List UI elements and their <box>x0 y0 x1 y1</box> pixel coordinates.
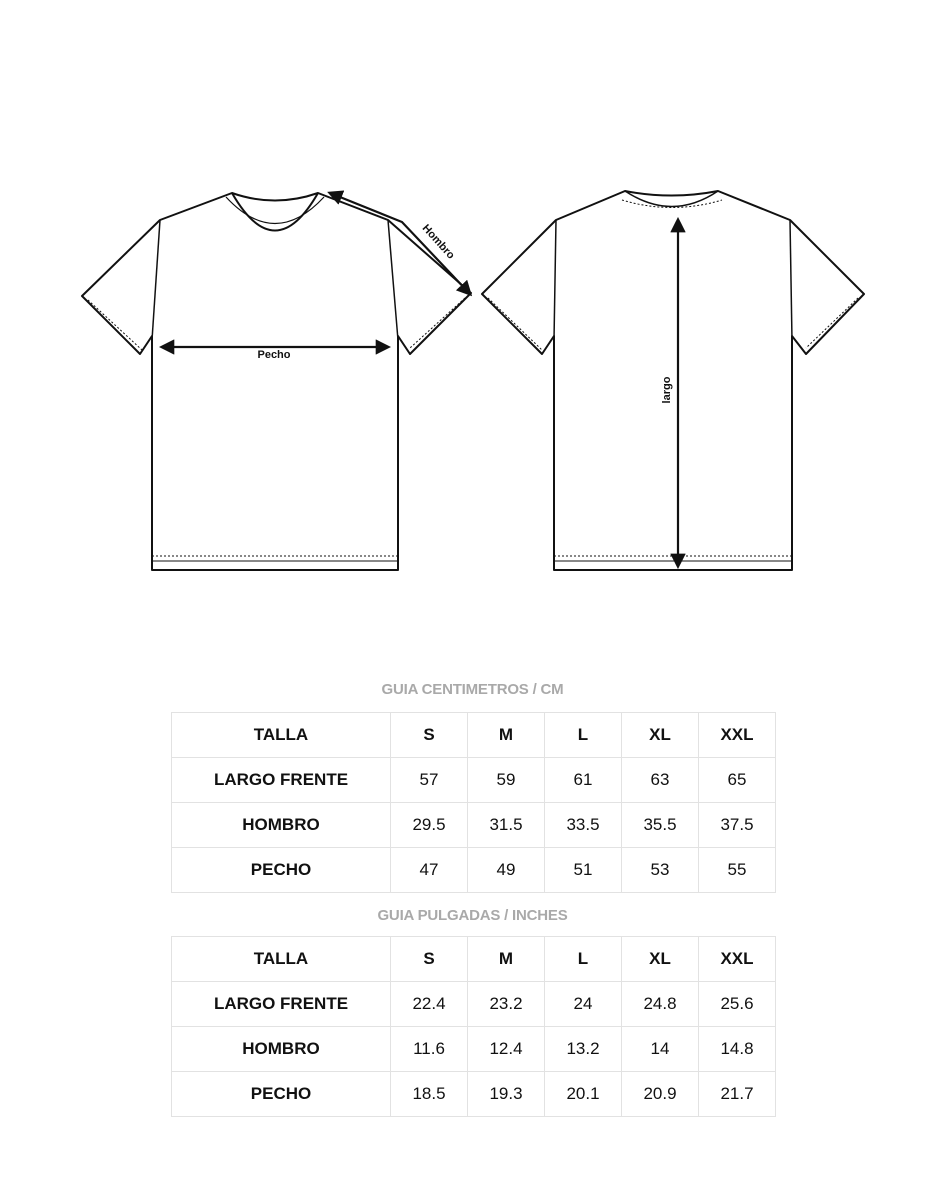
header-cell: L <box>545 937 622 982</box>
row-label: LARGO FRENTE <box>172 758 391 803</box>
cm-guide-title: GUIA CENTIMETROS / CM <box>381 681 564 698</box>
table-cell: 35.5 <box>622 803 699 848</box>
table-cell: 63 <box>622 758 699 803</box>
table-cell: 55 <box>699 848 776 893</box>
pecho-label: Pecho <box>257 349 291 361</box>
header-cell: XXL <box>699 937 776 982</box>
table-cell: 19.3 <box>468 1072 545 1117</box>
cm-size-table <box>171 712 776 893</box>
table-row <box>172 758 776 803</box>
row-label: LARGO FRENTE <box>172 982 391 1027</box>
table-cell: 24 <box>545 982 622 1027</box>
row-label: PECHO <box>172 848 391 893</box>
header-cell: TALLA <box>172 713 391 758</box>
table-cell: 37.5 <box>699 803 776 848</box>
table-cell: 61 <box>545 758 622 803</box>
table-cell: 53 <box>622 848 699 893</box>
table-cell: 57 <box>391 758 468 803</box>
table-row <box>172 803 776 848</box>
table-row <box>172 1072 776 1117</box>
header-cell: XL <box>622 713 699 758</box>
header-cell: S <box>391 713 468 758</box>
table-row <box>172 848 776 893</box>
front-tshirt <box>82 193 471 570</box>
table-cell: 47 <box>391 848 468 893</box>
table-cell: 31.5 <box>468 803 545 848</box>
header-cell: M <box>468 713 545 758</box>
table-cell: 14.8 <box>699 1027 776 1072</box>
table-cell: 59 <box>468 758 545 803</box>
row-label: PECHO <box>172 1072 391 1117</box>
table-header-row <box>172 937 776 982</box>
table-cell: 29.5 <box>391 803 468 848</box>
table-cell: 24.8 <box>622 982 699 1027</box>
table-cell: 22.4 <box>391 982 468 1027</box>
table-cell: 33.5 <box>545 803 622 848</box>
table-cell: 49 <box>468 848 545 893</box>
table-row <box>172 1027 776 1072</box>
header-cell: XXL <box>699 713 776 758</box>
largo-label: largo <box>661 376 673 404</box>
table-cell: 12.4 <box>468 1027 545 1072</box>
hombro-label: Hombro <box>419 222 457 262</box>
header-cell: L <box>545 713 622 758</box>
header-cell: S <box>391 937 468 982</box>
table-cell: 25.6 <box>699 982 776 1027</box>
table-row <box>172 982 776 1027</box>
row-label: HOMBRO <box>172 803 391 848</box>
table-cell: 13.2 <box>545 1027 622 1072</box>
back-tshirt <box>482 191 864 570</box>
row-label: HOMBRO <box>172 1027 391 1072</box>
table-cell: 14 <box>622 1027 699 1072</box>
table-cell: 65 <box>699 758 776 803</box>
table-cell: 11.6 <box>391 1027 468 1072</box>
table-cell: 23.2 <box>468 982 545 1027</box>
table-cell: 51 <box>545 848 622 893</box>
inches-guide-title: GUIA PULGADAS / INCHES <box>377 907 568 924</box>
table-cell: 20.9 <box>622 1072 699 1117</box>
table-cell: 20.1 <box>545 1072 622 1117</box>
header-cell: M <box>468 937 545 982</box>
header-cell: XL <box>622 937 699 982</box>
table-cell: 18.5 <box>391 1072 468 1117</box>
header-cell: TALLA <box>172 937 391 982</box>
inches-size-table <box>171 936 776 1117</box>
table-header-row <box>172 713 776 758</box>
table-cell: 21.7 <box>699 1072 776 1117</box>
